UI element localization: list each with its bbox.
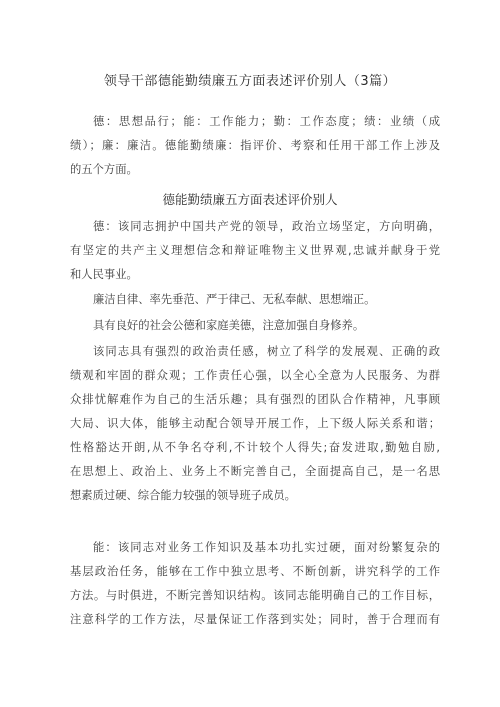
paragraph-line: 众排忧解难作为自己的生活乐趣；具有强烈的团队合作精神，凡事顾	[70, 393, 440, 406]
ethics-paragraph	[70, 314, 440, 338]
paragraph-line: 具有良好的社会公德和家庭美德，注意加强自身修养。	[93, 319, 365, 332]
paragraph-line: 有坚定的共产主义理想信念和辩证唯物主义世界观,忠诚并献身于党	[70, 244, 440, 257]
document-title: 领导干部德能勤绩廉五方面表述评价别人（3篇）	[103, 74, 397, 89]
integrity-paragraph	[70, 288, 440, 312]
ability-paragraph	[70, 536, 440, 632]
paragraph-line: 基层政治任务，能够在工作中独立思考、不断创新，讲究科学的工作	[70, 565, 440, 578]
paragraph-line: 在思想上、政治上、业务上不断完善自己，全面提高自己，是一名思	[70, 465, 440, 478]
paragraph-line: 大局、识大体，能够主动配合领导开展工作，上下级人际关系和谐；	[70, 417, 440, 430]
paragraph-line: 性格豁达开朗,从不争名夺利,不计较个人得失;奋发进取,勤勉自励,	[70, 441, 440, 454]
paragraph-line: 注意科学的工作方法，尽量保证工作落到实处；同时，善于合理而有	[70, 613, 440, 626]
paragraph-line: 和人民事业。	[70, 268, 138, 281]
paragraph-line: 德：该同志拥护中国共产党的领导，政治立场坚定，方向明确，	[93, 220, 440, 233]
paragraph-line: 绩观和牢固的群众观；工作责任心强，以全心全意为人民服务、为群	[70, 369, 440, 382]
paragraph-line: 该同志具有强烈的政治责任感，树立了科学的发展观、正确的政	[93, 345, 440, 358]
paragraph-line: 能：该同志对业务工作知识及基本功扎实过硬，面对纷繁复杂的	[93, 541, 440, 554]
de-paragraph	[70, 215, 440, 287]
paragraph-line: 方法。与时俱进，不断完善知识结构。该同志能明确自己的工作目标，	[70, 589, 440, 602]
paragraph-line: 绩）；廉：廉洁。德能勤绩廉：指评价、考察和任用干部工作上涉及	[70, 139, 440, 152]
paragraph-line: 德：思想品行；能：工作能力；勤：工作态度；绩：业绩（成	[93, 115, 440, 128]
paragraph-line: 想素质过硬、综合能力较强的领导班子成员。	[70, 489, 296, 502]
section-title: 德能勤绩廉五方面表述评价别人	[162, 192, 338, 207]
responsibility-paragraph	[70, 340, 440, 508]
definition-paragraph	[70, 110, 440, 182]
paragraph-line: 的五个方面。	[70, 163, 138, 176]
paragraph-line: 廉洁自律、率先垂范、严于律己、无私奉献、思想端正。	[93, 293, 376, 306]
